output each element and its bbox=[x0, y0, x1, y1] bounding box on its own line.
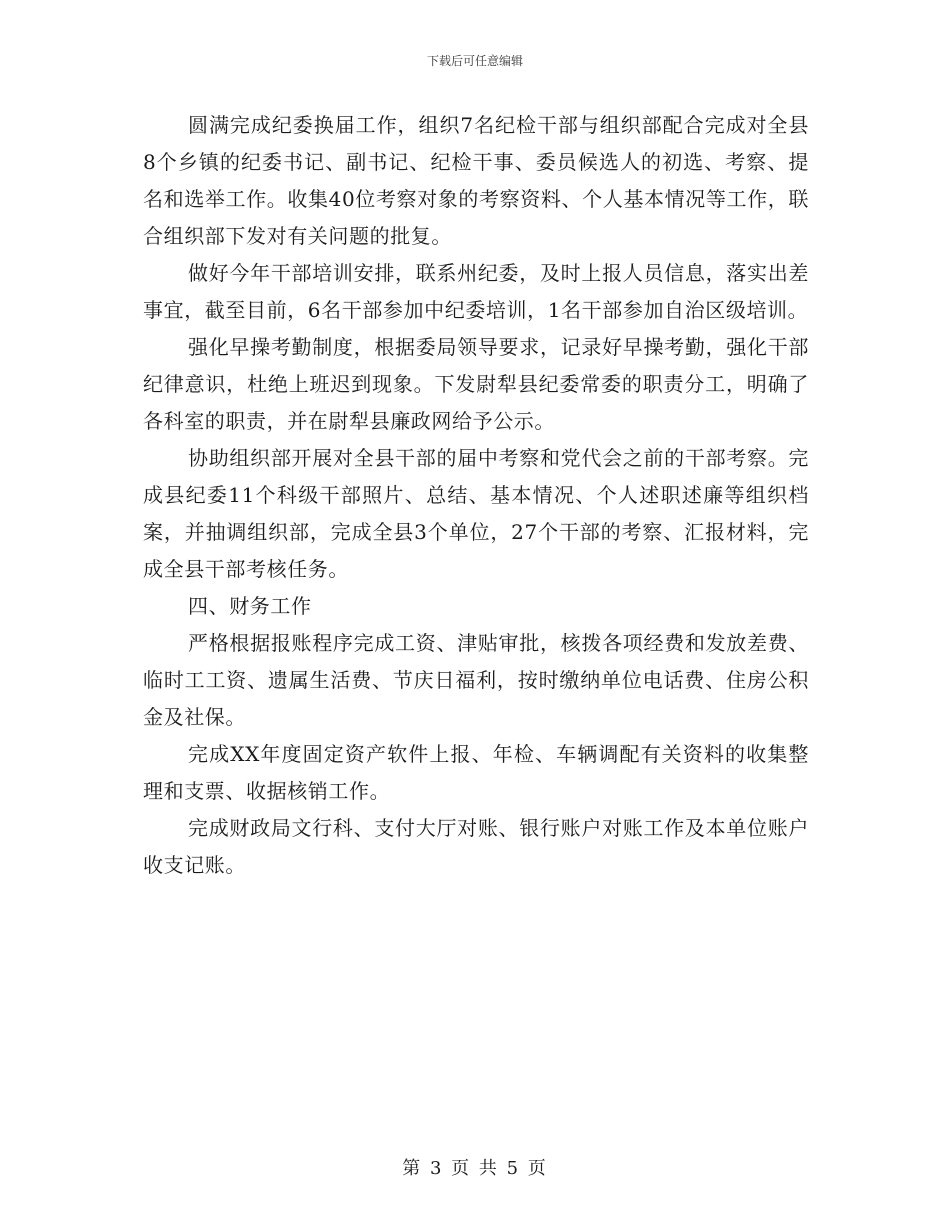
section-heading-finance: 四、财务工作 bbox=[188, 594, 312, 618]
page-header: 下载后可任意编辑 bbox=[426, 54, 523, 68]
paragraph-payroll: 严格根据报账程序完成工资、津贴审批，核拨各项经费和发放差费、临时工工资、遗属生活费、节庆日福利，按时缴纳单位电话费、住房公积金及社保。 bbox=[143, 631, 809, 729]
paragraph-fixed-assets: 完成XX年度固定资产软件上报、年检、车辆调配有关资料的收集整理和支票、收据核销工作。 bbox=[143, 742, 809, 803]
paragraph-reconciliation: 完成财政局文行科、支付大厅对账、银行账户对账工作及本单位账户收支记账。 bbox=[143, 816, 809, 877]
paragraph-cadre-assessment: 协助组织部开展对全县干部的届中考察和党代会之前的干部考察。完成县纪委11个科级干部照片、总结、基本情况、个人述职述廉等组织档案，并抽调组织部，完成全县3个单位，27个干部的考察、汇报材料，完成全县干部考核任务。 bbox=[143, 446, 809, 581]
paragraph-attendance: 强化早操考勤制度，根据委局领导要求，记录好早操考勤，强化干部纪律意识，杜绝上班迟到现象。下发尉犁县纪委常委的职责分工，明确了各科室的职责，并在尉犁县廉政网给予公示。 bbox=[143, 335, 809, 433]
paragraph-election-work: 圆满完成纪委换届工作，组织7名纪检干部与组织部配合完成对全县8个乡镇的纪委书记、副书记、纪检干事、委员候选人的初选、考察、提名和选举工作。收集40位考察对象的考察资料、个人基本情况等工作，联合组织部下发对有关问题的批复。 bbox=[143, 113, 809, 248]
document-body bbox=[143, 107, 809, 884]
page-number: 第 3 页 共 5 页 bbox=[402, 1158, 548, 1179]
paragraph-training: 做好今年干部培训安排，联系州纪委，及时上报人员信息，落实出差事宜，截至目前，6名干部参加中纪委培训，1名干部参加自治区级培训。 bbox=[143, 261, 809, 322]
